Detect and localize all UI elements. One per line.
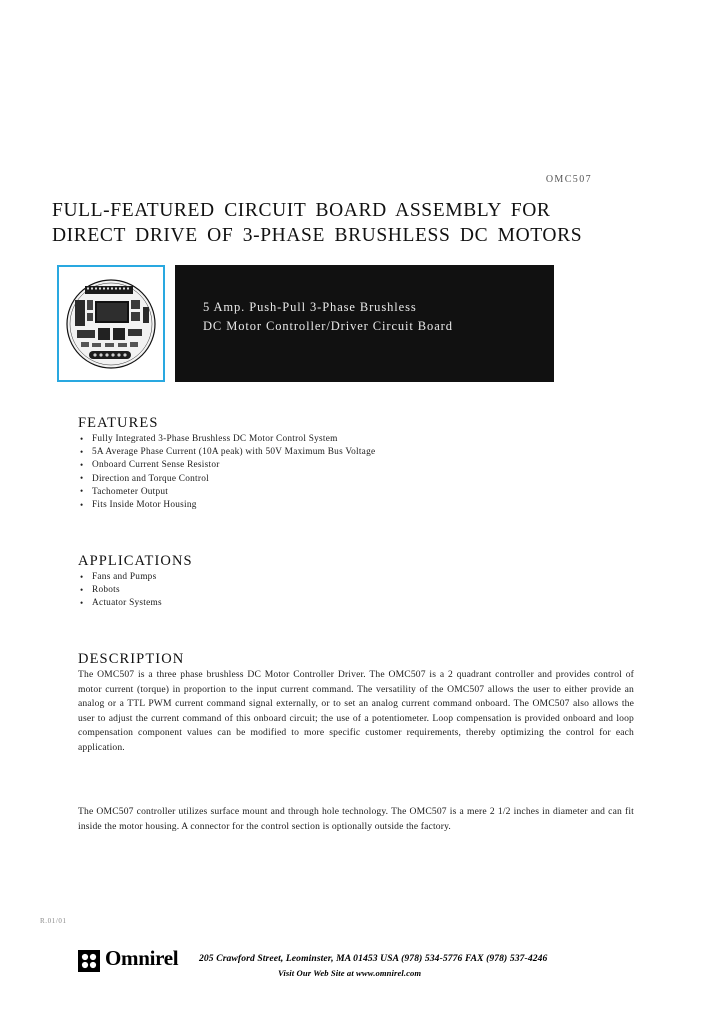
applications-list (78, 571, 638, 611)
hero-caption (203, 298, 453, 336)
hero-band (57, 265, 554, 382)
features-list (78, 433, 638, 512)
page-title (52, 198, 672, 248)
list-item: • Robots (78, 584, 638, 597)
applications-heading: APPLICATIONS (78, 553, 193, 569)
description-paragraph-1: The OMC507 is a three phase brushless DC Motor Controller Driver. The OMC507 is a 2 quadrant controller and provides control of motor current (torque) in proportion to the input current command. The versatility of the OMC507 allows the user to either provide an analog or a TTL PWM current command signal externally, or to set an analog current command onboard. The OMC507 also allows the user to adjust the current command of this onboard circuit; the use of a potentiometer. Loop compensation is provided onboard and loop compensation component values can be modified to more specific customer requirements, thereby optimizing the control for each application. (78, 669, 634, 753)
footer-website: Visit Our Web Site at www.omnirel.com (278, 968, 422, 978)
hero-caption-line2: DC Motor Controller/Driver Circuit Board (203, 319, 453, 333)
circuit-board-artwork (59, 267, 163, 380)
description-paragraph-2: The OMC507 controller utilizes surface mount and through hole technology. The OMC507 is a mere 2 1/2 inches in diameter and can fit inside the motor housing. A connector for the control section is optionally outside the factory. (78, 806, 634, 832)
page-title-line2: DIRECT DRIVE OF 3-PHASE BRUSHLESS DC MOTORS (52, 225, 583, 246)
part-number: OMC507 (545, 174, 592, 185)
list-item: • Tachometer Output (78, 486, 638, 499)
list-item: • Onboard Current Sense Resistor (78, 459, 638, 472)
list-item: • Direction and Torque Control (78, 473, 638, 486)
list-item: • Actuator Systems (78, 597, 638, 610)
footer-address: 205 Crawford Street, Leominster, MA 01453 USA (978) 534-5776 FAX (978) 537-4246 (199, 953, 548, 964)
page-footer (78, 946, 653, 990)
circuit-board-image (57, 265, 165, 382)
list-item: • Fully Integrated 3-Phase Brushless DC Motor Control System (78, 433, 638, 446)
hero-caption-panel (175, 265, 554, 382)
list-item: • 5A Average Phase Current (10A peak) with 50V Maximum Bus Voltage (78, 446, 638, 459)
list-item: • Fans and Pumps (78, 571, 638, 584)
features-heading: FEATURES (78, 415, 159, 431)
omnirel-logo-icon (78, 950, 100, 972)
hero-caption-line1: 5 Amp. Push-Pull 3-Phase Brushless (203, 300, 417, 314)
page-code: R.01/01 (40, 917, 67, 925)
list-item: • Fits Inside Motor Housing (78, 499, 638, 512)
page-title-line1: FULL-FEATURED CIRCUIT BOARD ASSEMBLY FOR (52, 200, 551, 221)
footer-brand: Omnirel (105, 946, 179, 970)
description-heading: DESCRIPTION (78, 651, 185, 667)
